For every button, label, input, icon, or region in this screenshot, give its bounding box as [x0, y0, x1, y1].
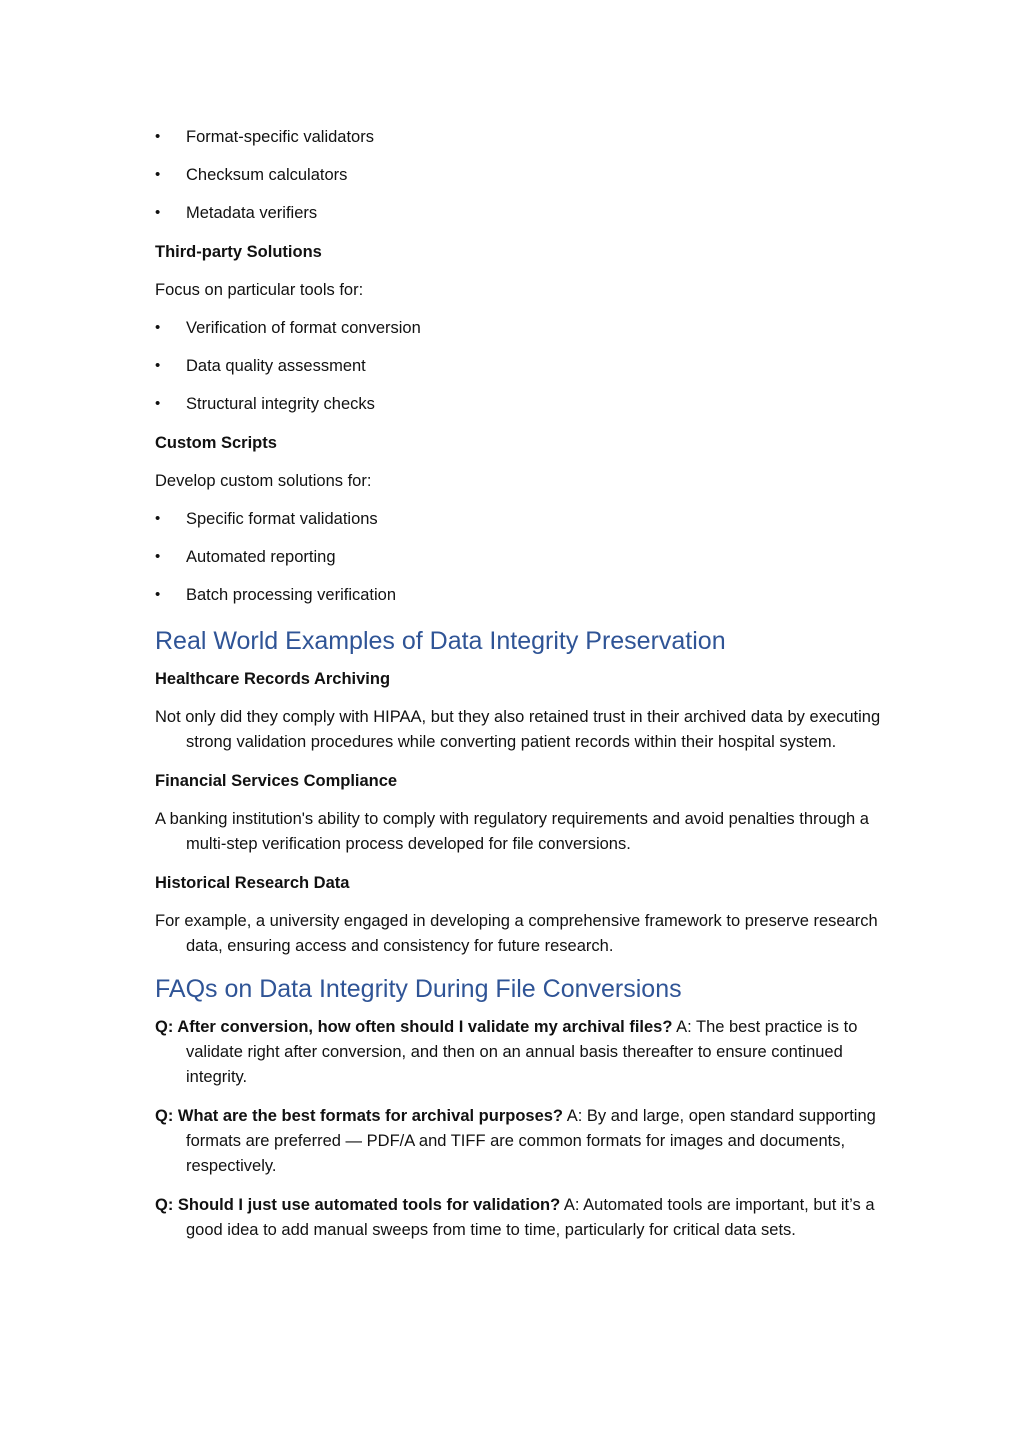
document-page: [155, 125, 900, 1257]
faq-question: Q: After conversion, how often should I validate my archival files?: [155, 1018, 673, 1037]
list-item: • Checksum calculators: [155, 163, 900, 201]
faq-answer: A: Automated tools are important, but it’s a good idea to add manual sweeps from time to time, particularly for critical data sets.: [186, 1196, 875, 1240]
third-party-list: [155, 316, 900, 431]
bullet-icon: •: [155, 357, 161, 375]
bullet-icon: •: [155, 509, 161, 527]
faq-answer: A: By and large, open standard supporting formats are preferred — PDF/A and TIFF are common formats for images and documents, respectively.: [186, 1107, 876, 1176]
list-item: • Verification of format conversion: [155, 316, 900, 354]
third-party-intro: Focus on particular tools for:: [155, 280, 364, 299]
list-item: • Format-specific validators: [155, 125, 900, 163]
tools-list: [155, 125, 900, 240]
bullet-icon: •: [155, 204, 161, 222]
bullet-icon: •: [155, 395, 161, 413]
list-item: • Metadata verifiers: [155, 201, 900, 239]
custom-scripts-heading: Custom Scripts: [155, 433, 277, 452]
example-heading: Healthcare Records Archiving: [155, 670, 391, 689]
list-item: • Batch processing verification: [155, 583, 900, 621]
list-item: • Automated reporting: [155, 545, 900, 583]
example-text: Not only did they comply with HIPAA, but they also retained trust in their archived data by executing strong validation procedures while converting patient records within their hospital system.: [155, 708, 881, 752]
examples-section-title: Real World Examples of Data Integrity Preservation: [155, 627, 726, 656]
faq-item: [155, 1193, 900, 1243]
bullet-icon: •: [155, 128, 161, 145]
example-heading: Financial Services Compliance: [155, 772, 398, 791]
list-item: • Data quality assessment: [155, 354, 900, 392]
bullet-icon: •: [155, 548, 161, 566]
faqs-section-title: FAQs on Data Integrity During File Conversions: [155, 975, 682, 1004]
example-text: A banking institution's ability to comply with regulatory requirements and avoid penalties through a multi-step verification process developed for file conversions.: [155, 810, 869, 854]
bullet-icon: •: [155, 318, 161, 336]
bullet-icon: •: [155, 586, 161, 604]
bullet-icon: •: [155, 166, 161, 184]
faq-answer: A: The best practice is to validate right after conversion, and then on an annual basis thereafter to ensure continued integrity.: [186, 1018, 858, 1087]
example-heading: Historical Research Data: [155, 874, 350, 893]
list-item: • Structural integrity checks: [155, 392, 900, 430]
faq-item: [155, 1015, 900, 1090]
custom-scripts-list: [155, 507, 900, 622]
faq-question: Q: Should I just use automated tools for validation?: [155, 1196, 561, 1215]
faq-question: Q: What are the best formats for archival purposes?: [155, 1107, 564, 1126]
example-text: For example, a university engaged in developing a comprehensive framework to preserve research data, ensuring access and consistency for future research.: [155, 912, 878, 956]
faq-item: [155, 1104, 900, 1179]
custom-scripts-intro: Develop custom solutions for:: [155, 471, 372, 490]
third-party-heading: Third-party Solutions: [155, 242, 322, 261]
list-item: • Specific format validations: [155, 507, 900, 545]
